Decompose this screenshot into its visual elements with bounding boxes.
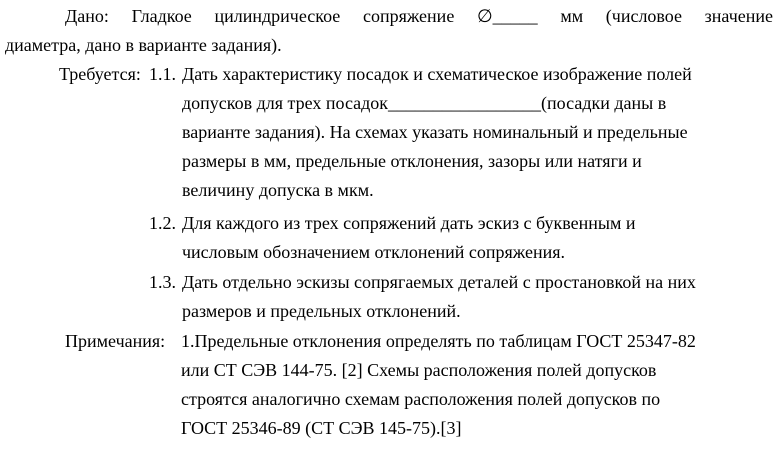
notes-label: Примечания:: [65, 331, 166, 351]
notes-line: 1.Предельные отклонения определять по таблицам ГОСТ 25347-82: [181, 331, 696, 351]
item-1-1-line: величину допуска в мкм.: [182, 180, 374, 200]
item-1-1-number: 1.1.: [149, 64, 176, 84]
item-1-2-number: 1.2.: [149, 213, 176, 233]
item-1-1-line: размеры в мм, предельные отклонения, зазоры или натяги и: [182, 151, 642, 171]
item-1-2-line: числовым обозначением отклонений сопряжения.: [182, 242, 566, 262]
item-1-2-line: Для каждого из трех сопряжений дать эскиз с буквенным и: [182, 213, 636, 233]
item-1-3-line: Дать отдельно эскизы сопрягаемых деталей с простановкой на них: [182, 272, 696, 292]
given-line-1: [5, 2, 773, 31]
given-text: Дано: Гладкое цилиндрическое сопряжение ∅_____ мм (числовое значение: [65, 6, 773, 26]
item-1-1-line: варианте задания). На схемах указать номинальный и предельные: [182, 122, 688, 142]
notes-line: строятся аналогично схемам расположения полей допусков по: [181, 389, 661, 409]
item-1-1-line: допусков для трех посадок_________________(посадки даны в: [182, 93, 667, 113]
given-line-2: диаметра, дано в варианте задания).: [5, 35, 282, 55]
item-1-1-line: Дать характеристику посадок и схематическое изображение полей: [182, 64, 692, 84]
item-1-3-number: 1.3.: [149, 272, 176, 292]
required-label: Требуется:: [59, 64, 141, 84]
notes-line: или СТ СЭВ 144-75. [2] Схемы расположения полей допусков: [181, 360, 657, 380]
item-1-3-line: размеров и предельных отклонений.: [182, 301, 461, 321]
notes-line: ГОСТ 25346-89 (СТ СЭВ 145-75).[3]: [181, 418, 462, 438]
